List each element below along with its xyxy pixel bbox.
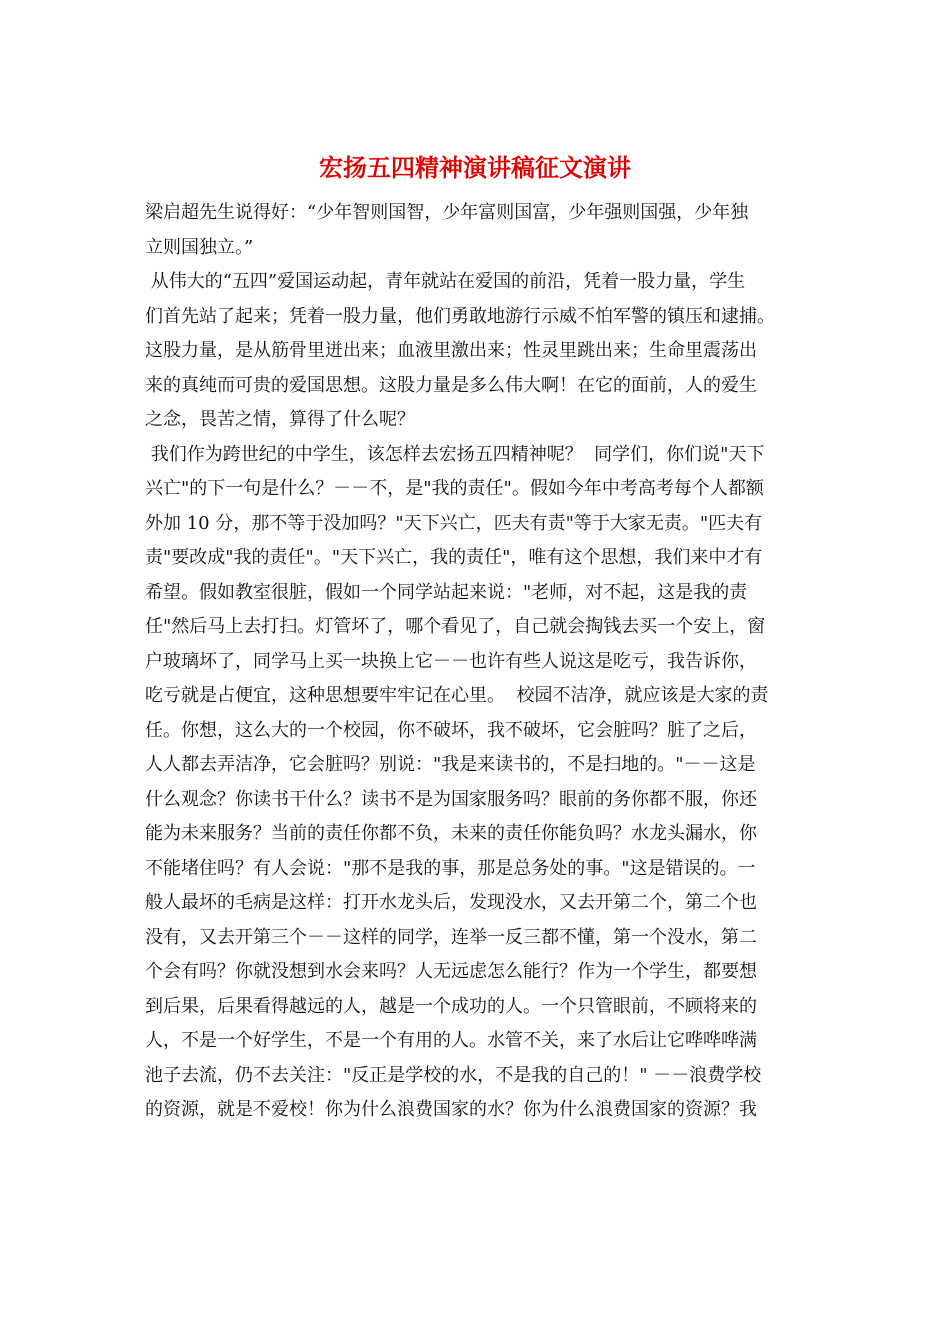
document-title: 宏扬五四精神演讲稿征文演讲 <box>319 153 631 182</box>
body-line: 能为未来服务？当前的责任你都不负，未来的责任你能负吗？水龙头漏水，你 <box>145 823 757 844</box>
body-line: 从伟大的“五四”爱国运动起，青年就站在爱国的前沿，凭着一股力量，学生 <box>145 271 746 292</box>
body-line: 任。你想，这么大的一个校园，你不破坏，我不破坏，它会脏吗？脏了之后， <box>145 719 757 741</box>
body-line: 来的真纯而可贵的爱国思想。这股力量是多么伟大啊！在它的面前，人的爱生 <box>145 374 757 396</box>
body-line: 希望。假如教室很脏，假如一个同学站起来说："老师，对不起，这是我的责 <box>145 581 748 603</box>
body-line: 之念，畏苦之情，算得了什么呢？ <box>145 409 415 430</box>
body-line: 我们作为跨世纪的中学生，该怎样去宏扬五四精神呢？ 同学们，你们说"天下 <box>145 443 765 465</box>
body-line: 外加 10 分，那不等于没加吗？"天下兴亡，匹夫有责"等于大家无责。"匹夫有 <box>145 512 763 534</box>
body-line: 不能堵住吗？有人会说："那不是我的事，那是总务处的事。"这是错误的。一 <box>145 857 756 879</box>
body-line: 立则国独立。” <box>145 236 254 258</box>
body-line: 这股力量，是从筋骨里迸出来；血液里激出来；性灵里跳出来；生命里震荡出 <box>145 340 757 361</box>
body-line: 任"然后马上去打扫。灯管坏了，哪个看见了，自己就会掏钱去买一个安上，窗 <box>145 616 766 637</box>
body-line: 般人最坏的毛病是这样：打开水龙头后，发现没水，又去开第二个，第二个也 <box>145 892 757 913</box>
body-line: 户玻璃坏了，同学马上买一块换上它－－也许有些人说这是吃亏，我告诉你， <box>145 650 757 672</box>
body-line: 梁启超先生说得好：“少年智则国智，少年富则国富，少年强则国强，少年独 <box>145 202 749 223</box>
document-body <box>145 196 805 1128</box>
body-line: 个会有吗？你就没想到水会来吗？人无远虑怎么能行？作为一个学生，都要想 <box>145 961 757 982</box>
body-line: 的资源，就是不爱校！你为什么浪费国家的水？你为什么浪费国家的资源？我 <box>145 1099 757 1120</box>
body-line: 责"要改成"我的责任"。"天下兴亡，我的责任"，唯有这个思想，我们来中才有 <box>145 547 763 568</box>
body-line: 们首先站了起来；凭着一股力量，他们勇敢地游行示威不怕军警的镇压和逮捕。 <box>145 305 775 327</box>
body-line: 到后果，后果看得越远的人，越是一个成功的人。一个只管眼前，不顾将来的 <box>145 995 757 1017</box>
body-line: 吃亏就是占便宜，这种思想要牢牢记在心里。 校园不洁净，就应该是大家的责 <box>145 685 769 706</box>
body-line: 兴亡"的下一句是什么？－－不，是"我的责任"。假如今年中考高考每个人都额 <box>145 478 764 499</box>
body-line: 池子去流，仍不去关注："反正是学校的水，不是我的自己的！" －－浪费学校 <box>145 1064 762 1086</box>
body-line: 什么观念？你读书干什么？读书不是为国家服务吗？眼前的务你都不服，你还 <box>145 788 757 810</box>
body-line: 没有，又去开第三个－－这样的同学，连举一反三都不懂，第一个没水，第二 <box>145 926 757 948</box>
body-line: 人人都去弄洁净，它会脏吗？别说："我是来读书的，不是扫地的。"－－这是 <box>145 754 756 775</box>
body-line: 人，不是一个好学生，不是一个有用的人。水管不关，来了水后让它哗哗哗满 <box>145 1030 757 1051</box>
